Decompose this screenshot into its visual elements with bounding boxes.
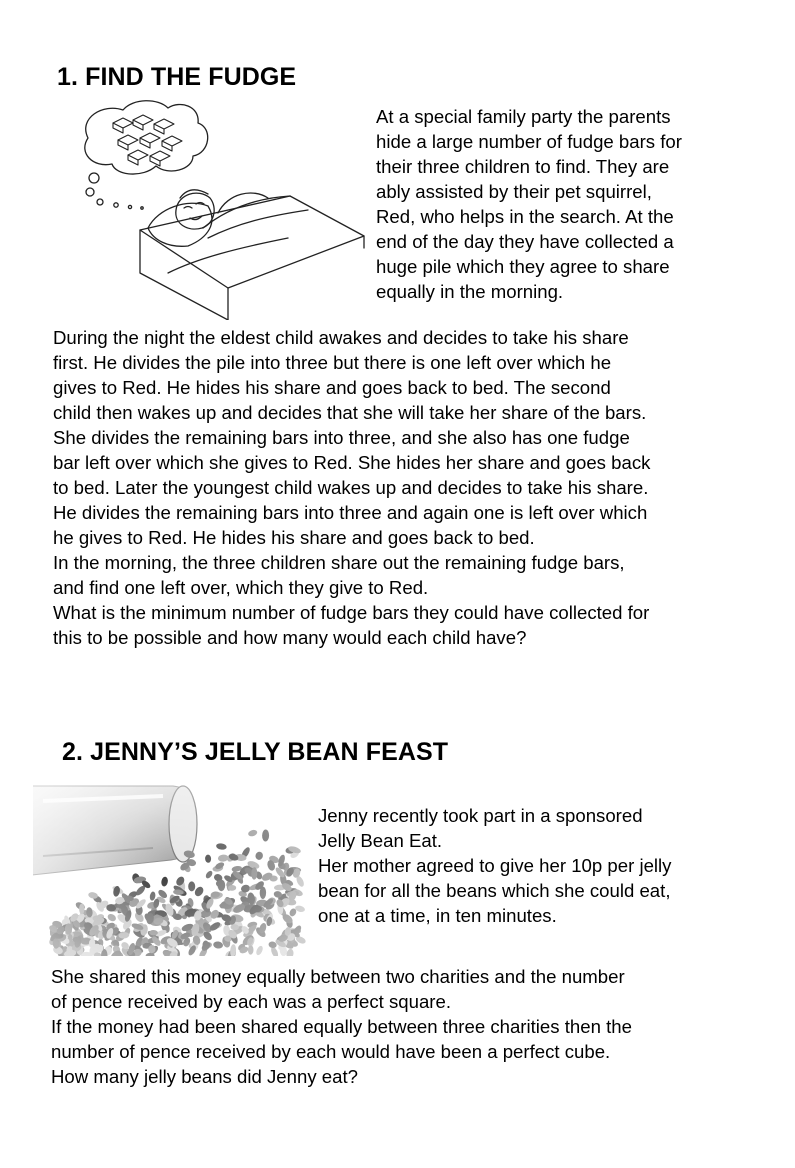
puzzle2-body-line: of pence received by each was a perfect square. <box>51 991 452 1012</box>
puzzle1-intro-line: hide a large number of fudge bars for <box>376 131 682 152</box>
puzzle1-body-line: In the morning, the three children share out the remaining fudge bars, <box>53 552 625 573</box>
puzzle2-intro-line: bean for all the beans which she could eat, <box>318 880 671 901</box>
puzzle1-intro-line: end of the day they have collected a <box>376 231 674 252</box>
puzzle2-intro-line: Jenny recently took part in a sponsored <box>318 805 643 826</box>
puzzle1-body-line: He divides the remaining bars into three and again one is left over which <box>53 502 648 523</box>
puzzle1-intro-line: ably assisted by their pet squirrel, <box>376 181 652 202</box>
puzzle2-body-line: number of pence received by each would have been a perfect cube. <box>51 1041 611 1062</box>
puzzle1-body-line: to bed. Later the youngest child wakes up and decides to take his share. <box>53 477 649 498</box>
puzzle2-intro-line: Her mother agreed to give her 10p per jelly <box>318 855 672 876</box>
puzzle1-intro-line: equally in the morning. <box>376 281 564 302</box>
puzzle1-body-line: bar left over which she gives to Red. She hides her share and goes back <box>53 452 651 473</box>
puzzle1-body-line: She divides the remaining bars into three, and she also has one fudge <box>53 427 630 448</box>
puzzle1-body-line: this to be possible and how many would each child have? <box>53 627 527 648</box>
puzzle2-heading: 2. JENNY’S JELLY BEAN FEAST <box>62 738 449 766</box>
puzzle2-body <box>51 964 632 1089</box>
puzzle2-intro-line: Jelly Bean Eat. <box>318 830 443 851</box>
spilled-jelly-bean-jar-icon <box>33 766 313 956</box>
puzzle2-intro-line: one at a time, in ten minutes. <box>318 905 557 926</box>
puzzle1-body-line: gives to Red. He hides his share and goes back to bed. The second <box>53 377 611 398</box>
puzzle1-body <box>53 325 650 650</box>
puzzle1-body-line: first. He divides the pile into three but there is one left over which he <box>53 352 612 373</box>
puzzle1-body-line: and find one left over, which they give to Red. <box>53 577 429 598</box>
puzzle2-intro <box>318 803 671 928</box>
puzzle1-intro-line: huge pile which they agree to share <box>376 256 670 277</box>
puzzle1-body-line: What is the minimum number of fudge bars they could have collected for <box>53 602 650 623</box>
puzzle2-body-line: If the money had been shared equally between three charities then the <box>51 1016 632 1037</box>
puzzle1-intro <box>376 104 682 304</box>
puzzle1-intro-line: their three children to find. They are <box>376 156 670 177</box>
puzzle1-intro-line: At a special family party the parents <box>376 106 671 127</box>
puzzle2-body-line: She shared this money equally between two charities and the number <box>51 966 625 987</box>
puzzle1-body-line: he gives to Red. He hides his share and goes back to bed. <box>53 527 535 548</box>
puzzle1-body-line: child then wakes up and decides that she will take her share of the bars. <box>53 402 647 423</box>
puzzle1-heading: 1. FIND THE FUDGE <box>57 63 297 91</box>
sleeping-child-dreaming-of-fudge-icon <box>68 98 368 320</box>
puzzle1-body-line: During the night the eldest child awakes and decides to take his share <box>53 327 629 348</box>
puzzle2-body-line: How many jelly beans did Jenny eat? <box>51 1066 358 1087</box>
puzzle1-intro-line: Red, who helps in the search. At the <box>376 206 674 227</box>
